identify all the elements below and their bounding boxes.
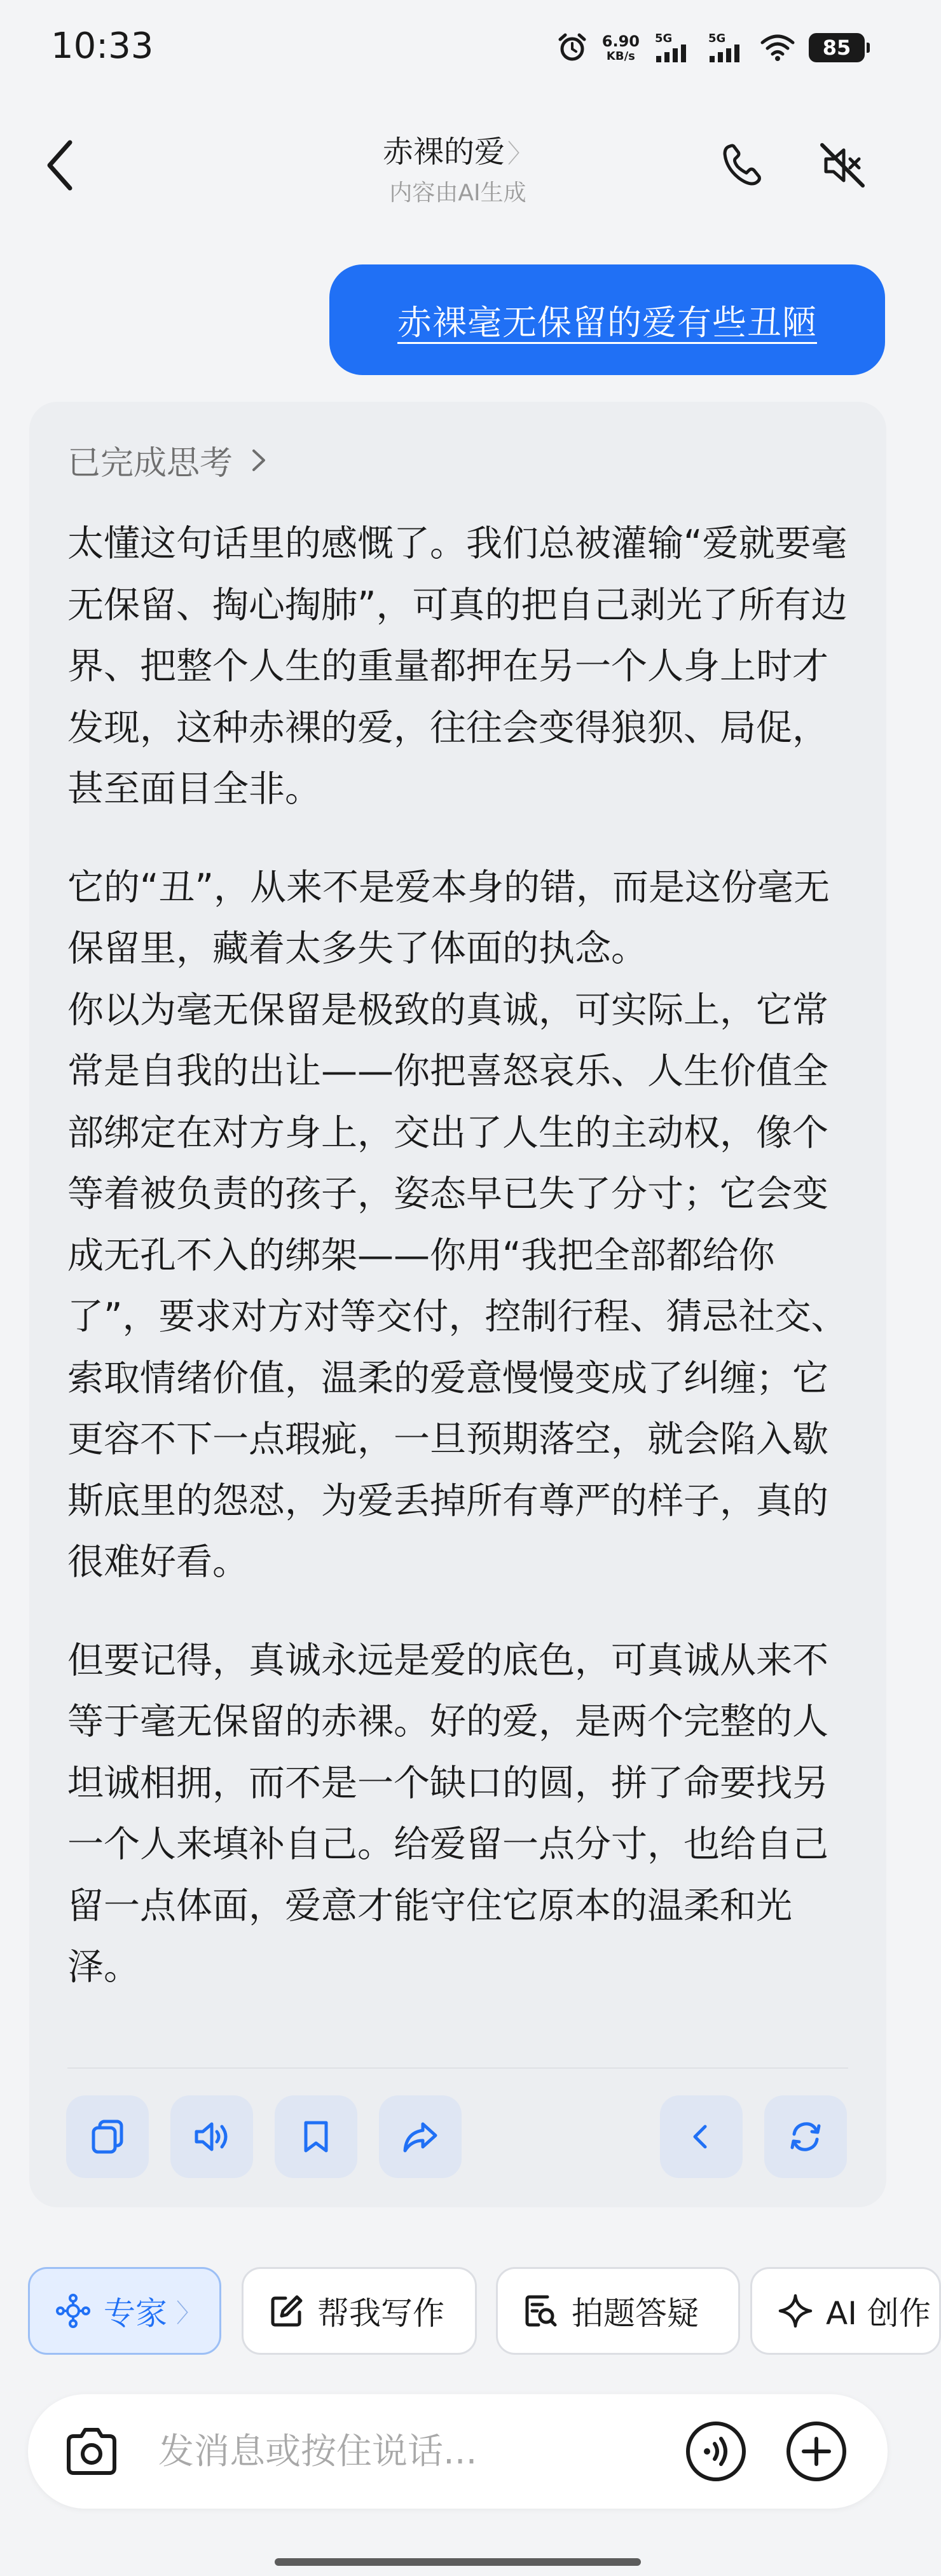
- chevron-left-icon: [681, 2116, 722, 2157]
- chip-label: 帮我写作: [317, 2295, 444, 2332]
- message-input[interactable]: [158, 2420, 667, 2483]
- chip-photo-question[interactable]: [496, 2267, 740, 2355]
- answer-paragraph: 但要记得，真诚永远是爱的底色，可真诚从来不等于毫无保留的赤裸。好的爱，是两个完整的人坦诚相拥，而不是一个缺口的圆，拼了命要找另一个人来填补自己。给爱留一点分寸，也给自己留一点体面，爱意才能守住它原本的温柔和光泽。: [67, 1639, 828, 1988]
- signal-2-label: 5G: [708, 32, 726, 45]
- edit-icon: [269, 2293, 305, 2329]
- previous-answer-button[interactable]: [660, 2095, 743, 2178]
- chip-writing[interactable]: [242, 2267, 477, 2355]
- net-speed: [602, 34, 640, 62]
- camera-button[interactable]: [60, 2420, 123, 2483]
- alarm-icon: [556, 32, 588, 64]
- card-divider: [67, 2067, 848, 2069]
- back-arrow-icon: [45, 139, 76, 192]
- chat-subtitle: 内容由AI生成: [389, 180, 526, 206]
- thinking-label: 已完成思考: [67, 444, 233, 483]
- chip-expert[interactable]: [28, 2267, 221, 2355]
- battery-indicator: 85: [809, 33, 865, 62]
- phone-call-button[interactable]: [717, 140, 768, 191]
- answer-paragraph: 你以为毫无保留是极致的真诚，可实际上，它常常是自我的出让——你把喜怒哀乐、人生价值全部绑定在对方身上，交出了人生的主动权，像个等着被负责的孩子，姿态早已失了分寸；它会变成无孔不入的绑架——你用“我把全部都给你了”，要求对方对等交付，控制行程、猜忌社交、索取情绪价值，温柔的爱意慢慢变成了纠缠；它更容不下一点瑕疵，一旦预期落空，就会陷入歇斯底里的怨怼，为爱丢掉所有尊严的样子，真的很难好看。: [67, 989, 848, 1583]
- ai-answer-card: [29, 402, 886, 2207]
- chat-header: [0, 108, 916, 223]
- voice-input-button[interactable]: [683, 2418, 749, 2484]
- signal-icon-1: [654, 32, 693, 64]
- answer-actions: [29, 2095, 886, 2178]
- chip-ai-create[interactable]: [750, 2267, 941, 2355]
- answer-paragraph: 它的“丑”，从来不是爱本身的错，而是这份毫无保留里，藏着太多失了体面的执念。: [67, 866, 830, 969]
- status-bar: [0, 0, 916, 95]
- user-message-text: 赤裸毫无保留的爱有些丑陋: [397, 302, 817, 343]
- copy-button[interactable]: [66, 2095, 149, 2178]
- chevron-right-icon: 〉: [507, 139, 533, 168]
- message-input-bar: [28, 2394, 888, 2509]
- status-icons: [556, 31, 865, 65]
- signal-1-label: 5G: [655, 32, 673, 45]
- chat-title: 赤裸的爱: [382, 134, 505, 170]
- share-button[interactable]: [379, 2095, 462, 2178]
- thinking-toggle[interactable]: [67, 436, 267, 484]
- signal-icon-2: [707, 32, 746, 64]
- status-time: 10:33: [51, 25, 154, 67]
- speaker-icon: [191, 2116, 232, 2157]
- user-message-bubble[interactable]: [329, 264, 885, 375]
- share-icon: [400, 2116, 441, 2157]
- plus-button[interactable]: [783, 2418, 849, 2484]
- wifi-icon: [760, 34, 795, 62]
- net-speed-value: 6.90: [601, 32, 640, 50]
- bookmark-icon: [296, 2116, 336, 2157]
- answer-body: [67, 513, 856, 2035]
- chip-label: 拍题答疑: [572, 2295, 699, 2332]
- regenerate-button[interactable]: [764, 2095, 847, 2178]
- net-speed-unit: KB/s: [606, 49, 635, 63]
- read-aloud-button[interactable]: [170, 2095, 253, 2178]
- home-indicator[interactable]: [275, 2558, 641, 2566]
- chevron-right-icon: [251, 448, 267, 473]
- answer-paragraph: 太懂这句话里的感慨了。我们总被灌输“爱就要毫无保留、掏心掏肺”，可真的把自己剥光了所有边界、把整个人生的重量都押在另一个人身上时才发现，这种赤裸的爱，往往会变得狼狈、局促，甚至面目全非。: [67, 523, 848, 810]
- sparkle-icon: [778, 2293, 813, 2329]
- chip-label: 专家: [104, 2295, 167, 2332]
- chat-title-block[interactable]: [229, 127, 687, 207]
- refresh-icon: [785, 2116, 826, 2157]
- voice-mute-button[interactable]: [817, 140, 868, 191]
- bookmark-button[interactable]: [275, 2095, 357, 2178]
- copy-icon: [87, 2116, 128, 2157]
- quick-action-chips: [28, 2267, 931, 2356]
- chip-label: AI 创作: [826, 2295, 931, 2332]
- expert-icon: [55, 2293, 91, 2329]
- back-button[interactable]: [38, 137, 83, 194]
- chevron-right-icon: 〉: [176, 2298, 202, 2328]
- scan-question-icon: [523, 2293, 559, 2329]
